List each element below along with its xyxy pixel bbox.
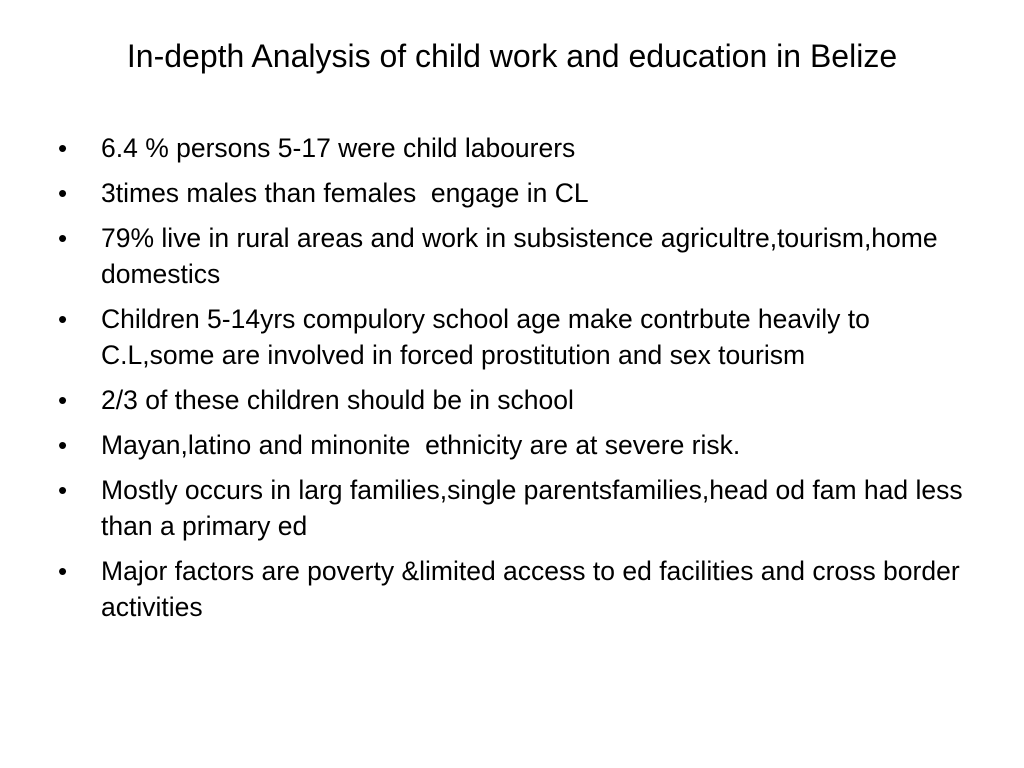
bullet-icon: • <box>58 430 68 460</box>
bullet-item <box>58 553 988 625</box>
bullet-text: 6.4 % persons 5-17 were child labourers <box>101 133 576 163</box>
bullet-item <box>58 472 988 544</box>
slide-title: In-depth Analysis of child work and education in Belize <box>126 38 898 74</box>
bullet-text: Children 5-14yrs compulory school age make contrbute heavily to C.L,some are involved in forced prostitution and sex tourism <box>101 304 878 370</box>
bullet-item <box>58 130 988 166</box>
bullet-icon: • <box>58 133 68 163</box>
bullet-icon: • <box>58 385 68 415</box>
bullet-item <box>58 382 988 418</box>
bullet-item <box>58 301 988 373</box>
bullet-text: 79% live in rural areas and work in subsistence agricultre,tourism,home domestics <box>101 223 945 289</box>
bullet-icon: • <box>58 475 68 505</box>
bullet-list <box>58 130 988 634</box>
bullet-icon: • <box>58 178 68 208</box>
bullet-icon: • <box>58 304 68 334</box>
bullet-text: Mostly occurs in larg families,single parentsfamilies,head od fam had less than a primary ed <box>101 475 971 541</box>
bullet-item <box>58 220 988 292</box>
bullet-icon: • <box>58 223 68 253</box>
bullet-text: 2/3 of these children should be in school <box>101 385 574 415</box>
bullet-text: Mayan,latino and minonite ethnicity are at severe risk. <box>101 430 741 460</box>
bullet-text: 3times males than females engage in CL <box>101 178 589 208</box>
bullet-icon: • <box>58 556 68 586</box>
bullet-item <box>58 427 988 463</box>
bullet-text: Major factors are poverty &limited access to ed facilities and cross border activities <box>101 556 968 622</box>
bullet-item <box>58 175 988 211</box>
